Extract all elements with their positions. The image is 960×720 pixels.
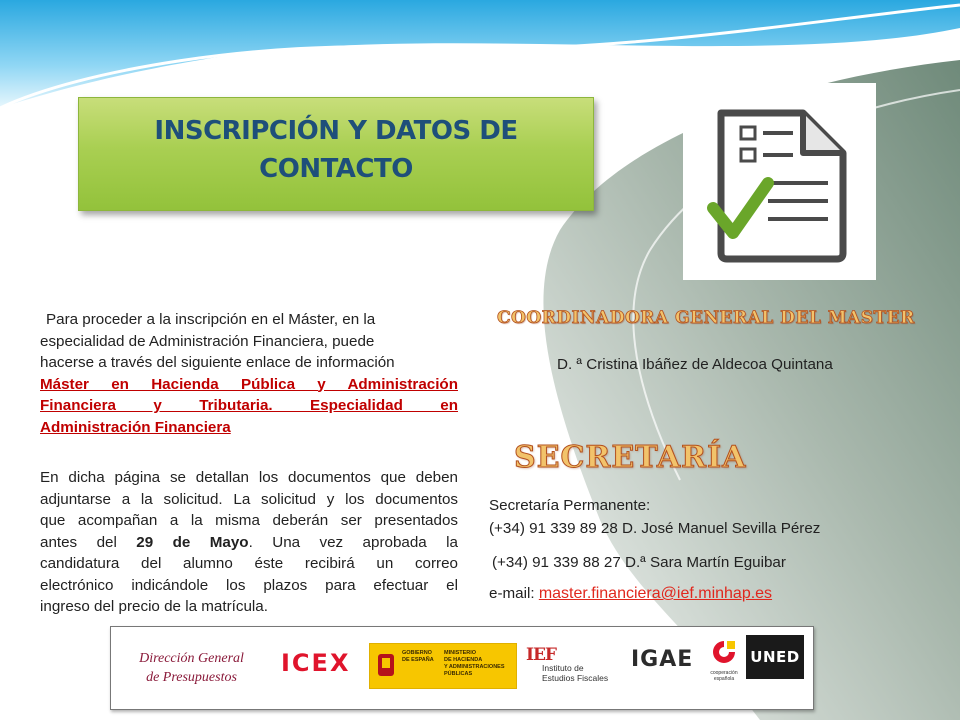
cooperacion-logo [706, 639, 742, 691]
intro-line-1: Para proceder a la inscripción en el Máster, en la [46, 311, 376, 328]
details-l4-post: . Una vez aprobada la [248, 533, 458, 551]
intro-paragraph [40, 309, 458, 438]
email-link[interactable]: master.financiera@ief.minhap.es [538, 585, 773, 602]
ief-line-2: Estudios Fiscales [542, 673, 609, 683]
coordinadora-name: D. ª Cristina Ibáñez de Aldecoa Quintana [557, 356, 833, 373]
cooperacion-icon [711, 639, 737, 665]
intro-line-2: especialidad de Administración Financiera, puede [40, 332, 375, 350]
details-line-6: electrónico indicándole los plazos para efectuar el [40, 576, 458, 594]
details-line-5: candidatura del alumno éste recibirá un correo [40, 555, 458, 572]
secretaria-contact-1: (+34) 91 339 89 28 D. José Manuel Sevilla Pérez [489, 520, 821, 537]
cooperacion-line-1: cooperación [710, 670, 738, 676]
details-line-4 [40, 532, 458, 554]
cooperacion-line-2: española [713, 676, 735, 682]
email-label: e-mail: [489, 585, 535, 602]
secretaria-label: Secretaría Permanente: [489, 497, 651, 514]
intro-line-3: hacerse a través del siguiente enlace de información [40, 354, 395, 371]
secretaria-contact-2: (+34) 91 339 88 27 D.ª Sara Martín Eguibar [492, 554, 786, 571]
title-line-2: CONTACTO [259, 154, 413, 184]
coat-of-arms-icon [376, 652, 396, 678]
details-line-3: que acompañan a la misma deberán ser presentados [40, 512, 458, 529]
coordinadora-heading: COORDINADORA GENERAL DEL MASTER [497, 308, 915, 328]
ministerio-line-1: GOBIERNO [402, 650, 432, 656]
ministerio-line-3: MINISTERIO [444, 650, 477, 656]
ief-logo [526, 643, 609, 691]
ministerio-line-4: DE HACIENDA [444, 657, 483, 663]
details-line-7: ingreso del precio de la matrícula. [40, 598, 268, 615]
icex-logo: ICEX [281, 649, 351, 677]
title-box [78, 97, 594, 211]
master-link-line-3[interactable]: Administración Financiera [40, 418, 231, 436]
document-check-icon [683, 83, 876, 280]
details-l4-pre: antes del [40, 533, 117, 551]
uned-logo: UNED [746, 635, 804, 679]
footer-logos [110, 626, 814, 710]
details-line-2: adjuntarse a la solicitud. La solicitud y los documentos [40, 490, 458, 508]
secretaria-heading: SECRETARÍA [514, 440, 747, 475]
ministerio-line-5: Y ADMINISTRACIONES PÚBLICAS [444, 664, 505, 677]
igae-logo: IGAE [631, 647, 694, 672]
ministerio-line-2: DE ESPAÑA [402, 657, 434, 663]
details-paragraph [40, 467, 458, 618]
ministerio-logo [369, 643, 517, 689]
master-link-line-2[interactable]: Financiera y Tributaria. Especialidad en [40, 397, 458, 414]
details-line-1: En dicha página se detallan los documentos que deben [40, 469, 458, 486]
dgp-line-1: Dirección General [139, 651, 244, 666]
ief-mark: IEF [526, 645, 556, 665]
dgp-line-2: de Presupuestos [146, 670, 237, 685]
ief-line-1: Instituto de [542, 663, 584, 673]
deadline-date: 29 de Mayo [136, 533, 249, 551]
email-row [489, 585, 772, 603]
title-line-1: INSCRIPCIÓN Y DATOS DE [154, 116, 518, 146]
master-link-line-1[interactable]: Máster en Hacienda Pública y Administración [40, 375, 458, 393]
dgp-logo [129, 649, 254, 687]
